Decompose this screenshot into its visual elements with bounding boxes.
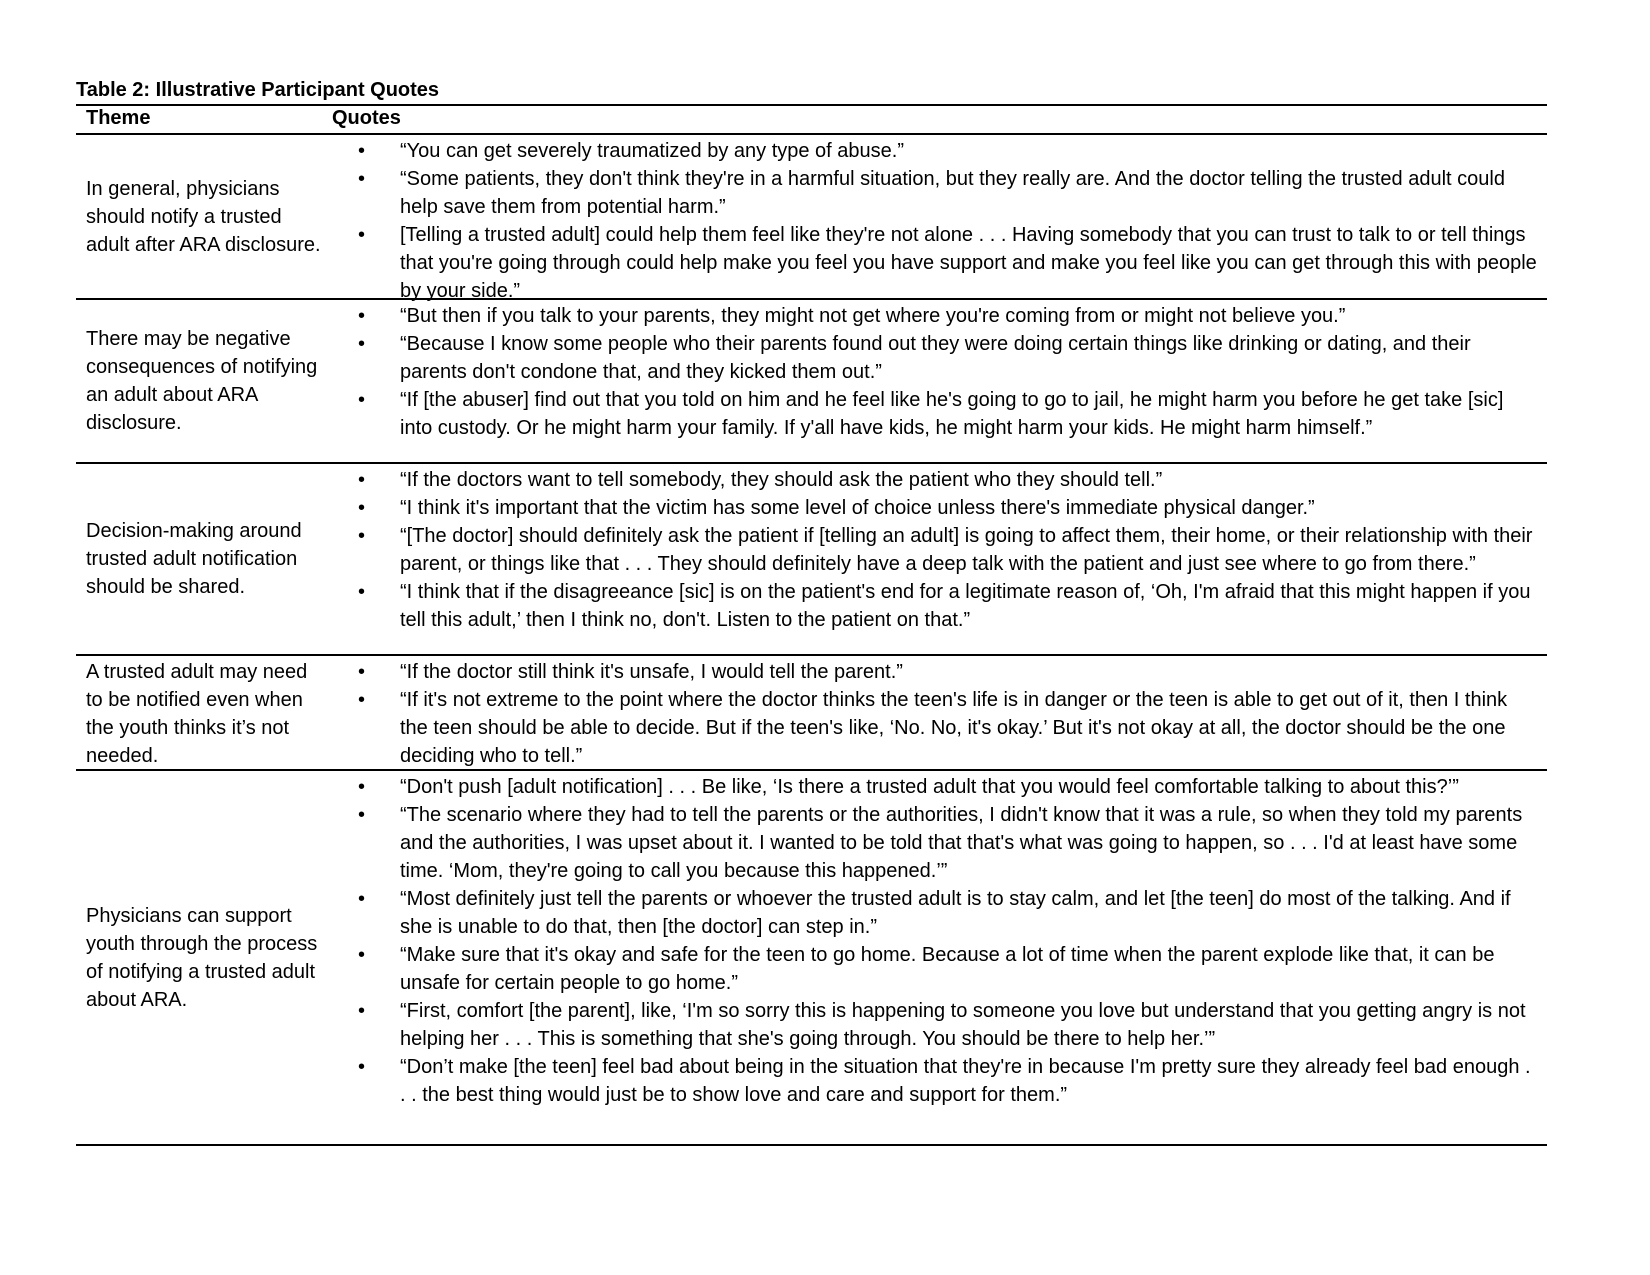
theme-cell: [76, 771, 332, 1144]
header-theme: Theme: [86, 107, 151, 129]
quote-item: • “[The doctor] should definitely ask the patient if [telling an adult] is going to affect them, their home, or their relationship with their parent, or things like that . . . They should definitely have a deep talk with the patient and just see where to go from there.”: [332, 522, 1547, 578]
quote-item: • [Telling a trusted adult] could help them feel like they're not alone . . . Having somebody that you can trust to talk to or tell things that you're going through could help make you feel you have support and make you feel like you can get through this with people by your side.”: [332, 221, 1547, 305]
quote-item: • “I think it's important that the victim has some level of choice unless there's immediate physical danger.”: [332, 494, 1547, 522]
quote-item: • “If the doctor still think it's unsafe, I would tell the parent.”: [332, 658, 1547, 686]
quote-item: • “Some patients, they don't think they're in a harmful situation, but they really are. And the doctor telling the trusted adult could help save them from potential harm.”: [332, 165, 1547, 221]
theme-text: There may be negative consequences of notifying an adult about ARA disclosure.: [86, 328, 318, 434]
table-caption: Table 2: Illustrative Participant Quotes: [76, 78, 1547, 106]
quote-item: • “Because I know some people who their parents found out they were doing certain things like drinking or dating, and their parents don't condone that, and they kicked them out.”: [332, 330, 1547, 386]
table-row: [76, 771, 1547, 1146]
quotes-list: [332, 771, 1547, 1144]
quotes-list: [332, 135, 1547, 302]
theme-cell: [76, 135, 332, 298]
theme-text: Decision-making around trusted adult notification should be shared.: [86, 520, 302, 598]
quote-item: • “Don't push [adult notification] . . . Be like, ‘Is there a trusted adult that you would feel comfortable talking to about this?’”: [332, 773, 1547, 801]
quotes-list: [332, 300, 1547, 462]
quote-item: • “The scenario where they had to tell the parents or the authorities, I didn't know that it was a rule, so when they told my parents and the authorities, I was upset about it. I wanted to be told that that's what was going to happen, so . . . I'd at least have some time. ‘Mom, they're going to call you because this happened.’”: [332, 801, 1547, 885]
quote-item: • “But then if you talk to your parents, they might not get where you're coming from or might not believe you.”: [332, 302, 1547, 330]
theme-text: A trusted adult may need to be notified even when the youth thinks it’s not needed.: [86, 661, 308, 767]
table-row: [76, 656, 1547, 771]
header-quotes: Quotes: [332, 107, 401, 129]
quote-item: • “If it's not extreme to the point where the doctor thinks the teen's life is in danger or the teen is able to get out of it, then I think the teen should be able to decide. But if the teen's like, ‘No. No, it's okay.’ But it's not okay at all, the doctor should be the one deciding who to tell.”: [332, 686, 1547, 770]
quote-item: • “You can get severely traumatized by any type of abuse.”: [332, 137, 1547, 165]
quote-item: • “If [the abuser] find out that you told on him and he feel like he's going to go to jail, he might harm you before he get take [sic] into custody. Or he might harm your family. If y'all have kids, he might harm your kids. He might harm himself.”: [332, 386, 1547, 442]
quotes-list: [332, 656, 1547, 769]
theme-text: In general, physicians should notify a trusted adult after ARA disclosure.: [86, 177, 321, 256]
theme-cell: [76, 656, 332, 769]
table-row: [76, 464, 1547, 656]
table-row: [76, 135, 1547, 300]
table-header-row: [76, 106, 1547, 135]
quote-item: • “Make sure that it's okay and safe for the teen to go home. Because a lot of time when the parent explode like that, it can be unsafe for certain people to go home.”: [332, 941, 1547, 997]
quotes-list: [332, 464, 1547, 654]
theme-cell: [76, 464, 332, 654]
quote-item: • “If the doctors want to tell somebody, they should ask the patient who they should tell.”: [332, 466, 1547, 494]
table-row: [76, 300, 1547, 464]
table-container: [76, 78, 1547, 1146]
theme-text: Physicians can support youth through the process of notifying a trusted adult about ARA.: [86, 904, 318, 1011]
quote-item: • “Most definitely just tell the parents or whoever the trusted adult is to stay calm, and let [the teen] do most of the talking. And if she is unable to do that, then [the doctor] can step in.”: [332, 885, 1547, 941]
theme-cell: [76, 300, 332, 462]
quote-item: • “Don’t make [the teen] feel bad about being in the situation that they're in because I'm pretty sure they already feel bad enough . . . the best thing would just be to show love and care and support for them.”: [332, 1053, 1547, 1109]
quote-item: • “I think that if the disagreeance [sic] is on the patient's end for a legitimate reason of, ‘Oh, I'm afraid that this might happen if you tell this adult,’ then I think no, don't. Listen to the patient on that.”: [332, 578, 1547, 634]
quote-item: • “First, comfort [the parent], like, ‘I'm so sorry this is happening to someone you love but understand that you getting angry is not helping her . . . This is something that she's going through. You should be there to help her.’”: [332, 997, 1547, 1053]
